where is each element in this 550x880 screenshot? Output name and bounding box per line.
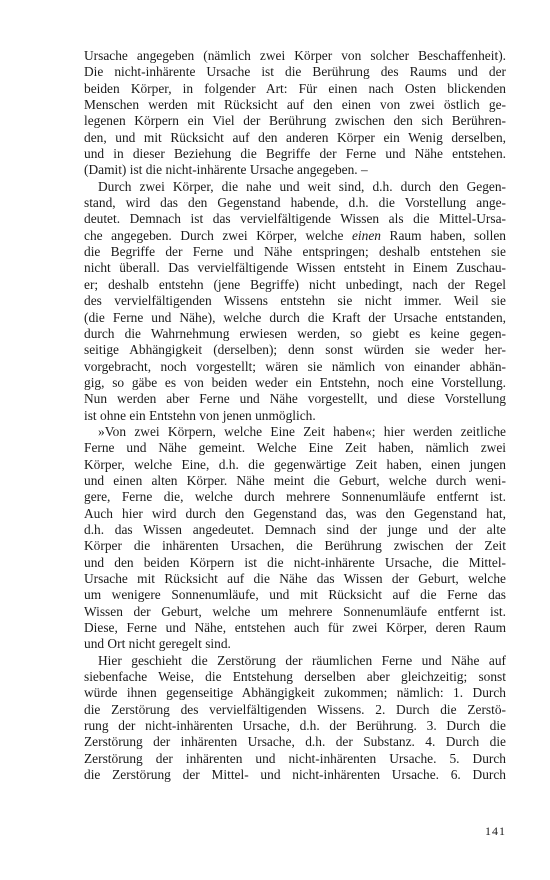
text-line: die Zerstörung des vervielfältigenden Wissens. 2. Durch die Zerstö- <box>84 701 506 717</box>
text-line: (Damit) ist die nicht-inhärente Ursache angegeben. – <box>84 162 368 178</box>
text-line: die Zerstörung der Mittel- und nicht-inhärenten Ursache. 6. Durch <box>84 767 506 783</box>
text-line: vorgebracht, noch vorgestellt; wären sie nämlich von einander abhän- <box>84 358 506 374</box>
text-line: Nun werden aber Ferne und Nähe vorgestellt, und diese Vorstellung <box>84 391 506 407</box>
text-line: Hier geschieht die Zerstörung der räumlichen Ferne und Nähe auf <box>98 652 506 668</box>
text-line: gere, Ferne die, welche durch mehrere Sonnenumläufe entfernt ist. <box>84 489 506 505</box>
body-text <box>84 48 506 783</box>
text-line: Ferne und Nähe gemeint. Welche Eine Zeit haben, nämlich zwei <box>84 440 506 456</box>
text-line: durch die Wahrnehmung erwiesen werden, so giebt es keine gegen- <box>84 325 506 341</box>
text-line: Körper, welche Eine, d.h. die gegenwärtige Zeit haben, einen jungen <box>84 456 506 472</box>
text-line: er; deshalb entstehn (jene Begriffe) nicht unbedingt, nach der Regel <box>84 276 506 292</box>
text-line: Wissen der Geburt, welche um mehrere Sonnenumläufe entfernt ist. <box>84 603 506 619</box>
text-line: des vervielfältigenden Wissens entstehn sie nicht immer. Weil sie <box>84 293 506 309</box>
text-line: Durch zwei Körper, die nahe und weit sind, d.h. durch den Gegen- <box>98 178 506 194</box>
text-line: Die nicht-inhärente Ursache ist die Berührung des Raums und der <box>84 64 506 80</box>
text-line: Ursache angegeben (nämlich zwei Körper von solcher Beschaffenheit). <box>84 48 506 63</box>
text-line: die Begriffe der Ferne und Nähe entspringen; deshalb entstehen sie <box>84 244 506 260</box>
text-line: Zerstörung der inhärenten Ursache, d.h. der Substanz. 4. Durch die <box>84 734 506 750</box>
text-line: Menschen werden mit Rücksicht auf den einen von zwei östlich ge- <box>84 97 506 113</box>
text-line: und den beiden Körpern ist die nicht-inhärente Ursache, die Mittel- <box>84 554 506 570</box>
text-line: seitige Abhängigkeit (derselben); denn sonst würden sie weder her- <box>84 342 506 358</box>
text-line: Zerstörung der inhärenten und nicht-inhärenten Ursache. 5. Durch <box>84 750 506 766</box>
text-line: deutet. Demnach ist das vervielfältigende Wissen als die Mittel-Ursa- <box>84 211 506 227</box>
text-line: und einen alten Körper. Nähe meint die Geburt, welche durch weni- <box>84 472 506 488</box>
text-line: »Von zwei Körpern, welche Eine Zeit haben«; hier werden zeitliche <box>98 423 506 439</box>
text-line: und Ort nicht geregelt sind. <box>84 636 231 652</box>
text-line: um wenigere Sonnenumläufe, und mit Rücksicht auf die Ferne das <box>84 587 506 603</box>
emphasis: einen <box>351 227 381 243</box>
text-line: Diese, Ferne und Nähe, entstehen auch für zwei Körper, deren Raum <box>84 620 506 636</box>
text-line: stand, wird das den Gegenstand habende, d.h. die Vorstellung ange- <box>84 195 506 211</box>
text-line: nicht überall. Das vervielfältigende Wissen entsteht in Einem Zuschau- <box>84 260 506 276</box>
text-line: Körper die inhärenten Ursachen, die Berührung zwischen der Zeit <box>84 538 506 554</box>
text-line: Ursache mit Rücksicht auf die Nähe das Wissen der Geburt, welche <box>84 571 506 586</box>
text-line: d.h. das Wissen angedeutet. Demnach sind der junge und der alte <box>84 521 506 537</box>
text-line: den, und mit Rücksicht auf den anderen Körper ein Wenig derselben, <box>84 129 506 145</box>
text-line: beiden Körper, in folgender Art: Für einen nach Osten blickenden <box>84 80 506 96</box>
text-line: würde ihnen gegenseitige Abhängigkeit zukommen; nämlich: 1. Durch <box>84 685 506 701</box>
text-line: (die Ferne und Nähe), welche durch die Kraft der Ursache entstanden, <box>84 309 506 325</box>
text-line: rung der nicht-inhärenten Ursache, d.h. der Berührung. 3. Durch die <box>84 718 506 734</box>
text-line: che angegeben. Durch zwei Körper, welche einen Raum haben, sollen <box>84 227 506 243</box>
page-number: 141 <box>485 824 506 838</box>
text-line: und in dieser Beziehung die Begriffe der Ferne und Nähe entstehen. <box>84 146 506 162</box>
text-line: legenen Körpern ein Viel der Berührung zwischen den sich Berühren- <box>84 113 506 129</box>
text-line: siebenfache Weise, die Entstehung derselben aber gleichzeitig; sonst <box>84 669 506 685</box>
text-line: ist ohne ein Entstehn von jenen unmöglich. <box>84 407 316 423</box>
text-line: gig, so gäbe es von beiden weder ein Entstehn, noch eine Vorstellung. <box>84 374 506 390</box>
text-line: Auch hier wird durch den Gegenstand das, was den Gegenstand hat, <box>84 505 506 521</box>
